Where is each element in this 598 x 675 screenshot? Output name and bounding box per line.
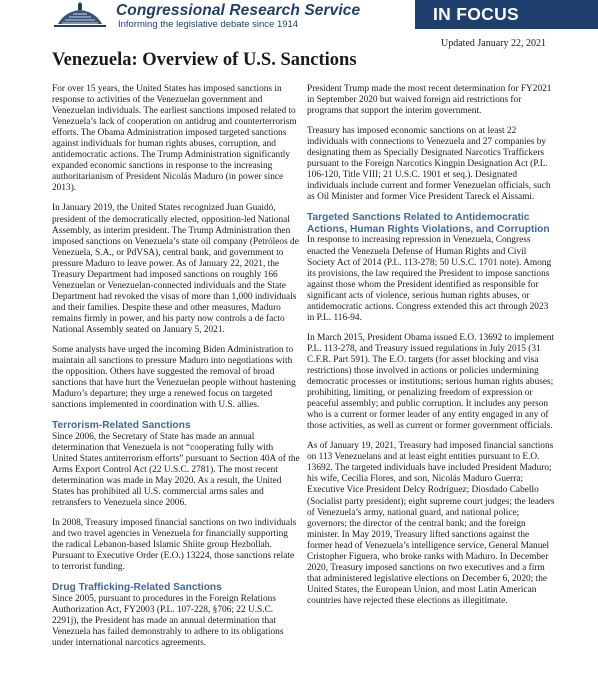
biden-paragraph: Some analysts have urged the incoming Biden Administration to maintain all sanctions to pressure Maduro into negotiations with the opposition. Others have suggested the removal of broad sanctions that have hurt the Venezuelan people without hastening Maduro’s departure; they urge a renewed focus on targeted sanctions implemented in coordination with U.S. allies. [52,345,296,411]
designations-paragraph: As of January 19, 2021, Treasury had imposed financial sanctions on 113 Venezuelans and at least eight entities pursuant to E.O. 13692. The targeted individuals have included President Maduro; his wife, Cecilia Flores, and son, Nicolás Maduro Guerra; Executive Vice President Delcy Rodríguez; Diosdado Cabello (Socialist party president); eight supreme court judges; the leaders of Venezuela’s army, national guard, and national police; governors; the director of the central bank; and the foreign minister. In May 2019, Treasury lifted sanctions against the former head of Venezuela’s intelligence service, General Manuel Cristopher Figuera, who broke ranks with Maduro. In December 2020, Treasury imposed sanctions on two executives and a firm that administered legislative elections on December 6, 2020; the United States, the European Union, and most Latin American countries have rejected these elections as illegitimate. [307,441,555,606]
kingpin-paragraph: Treasury has imposed economic sanctions on at least 22 individuals with connections to Venezuela and 27 companies by designating them as Specially Designated Narcotics Traffickers pursuant to the Foreign Narcotics Kingpin Designation Act (P.L. 106-120, Title VIII; 21 U.S.C. 1901 et seq.). Designated individuals include current and former Venezuelan officials, such as Oil Minister and former Vice President Tareck el Aissami. [307,126,551,203]
narcotics-determination-paragraph: Since 2005, pursuant to procedures in the Foreign Relations Authorization Act, FY2003 (P.L. 107-228, §706; 22 U.S.C. 2291j), the President has made an annual determination that Venezuela has failed demonstrably to adhere to its obligations under international narcotics agreements. [52,593,284,649]
organization-tagline: Informing the legislative debate since 1914 [118,19,299,30]
updated-date: Updated January 22, 2021 [441,38,546,49]
organization-name: Congressional Research Service [116,2,361,19]
page-header [0,0,598,32]
drug-section-heading: Drug Trafficking-Related Sanctions [52,582,222,594]
page-title: Venezuela: Overview of U.S. Sanctions [52,50,357,70]
guaido-paragraph: In January 2019, the United States recognized Juan Guaidó, president of the democratically elected, opposition-led National Assembly, as interim president. The Trump Administration then imposed sanctions on Venezuela’s state oil company (Petróleos de Venezuela, S.A., or PdVSA), central bank, and government to pressure Maduro to leave power. As of January 22, 2021, the Treasury Department had imposed sanctions on roughly 166 Venezuelan or Venezuelan-connected individuals and the State Department had revoked the visas of more than 1,000 individuals and their families. Despite these and other measures, Maduro remains firmly in power, and his party now controls a de facto National Assembly seated on January 5, 2021. [52,203,299,335]
arms-export-paragraph: Since 2006, the Secretary of State has made an annual determination that Venezuela is not “cooperating fully with United States antiterrorism efforts” pursuant to Section 40A of the Arms Export Control Act (22 U.S.C. 2781). The most recent determination was made in May 2020. As a result, the United States has prohibited all U.S. commercial arms sales and retransfers to Venezuela since 2006. [52,431,300,509]
terrorism-section-heading: Terrorism-Related Sanctions [52,420,191,432]
in-focus-badge: IN FOCUS [415,0,598,29]
hezbollah-paragraph: In 2008, Treasury imposed financial sanctions on two individuals and two travel agencies in Venezuela for financially supporting the radical Lebanon-based Islamic Shiite group Hezbollah. Pursuant to Executive Order (E.O.) 13224, those sanctions relate to terrorist funding. [52,518,297,573]
targeted-section-heading: Targeted Sanctions Related to Antidemocratic Actions, Human Rights Violations, and Corruption [307,212,550,235]
fy2021-determination-paragraph: President Trump made the most recent determination for FY2021 in September 2020 but waived foreign aid restrictions for programs that support the interim government. [307,84,552,117]
eo-13692-paragraph: In March 2015, President Obama issued E.O. 13692 to implement P.L. 113-278, and Treasury issued regulations in July 2015 (31 C.F.R. Part 591). The E.O. targets (for asset blocking and visa restrictions) those involved in actions or policies undermining democratic processes or institutions; serious human rights abuses; prohibiting, limiting, or penalizing freedom of expression or peaceful assembly; and public corruption. It includes any person who is a current or former leader of any entity engaged in any of those activities, as well as current or former government officials. [307,332,555,432]
right-column [307,84,555,616]
civil-society-act-paragraph: In response to increasing repression in Venezuela, Congress enacted the Venezuela Defense of Human Rights and Civil Society Act of 2014 (P.L. 113-278; 50 U.S.C. 1701 note). Among its provisions, the law required the President to impose sanctions against those whom the President identified as responsible for significant acts of violence, serious human rights abuses, or antidemocratic actions. Congress extended this act through 2023 in P.L. 116-94. [307,235,552,323]
intro-paragraph: For over 15 years, the United States has imposed sanctions in response to activities of the Venezuelan government and Venezuelan individuals. The earliest sanctions imposed related to Venezuela’s lack of cooperation on antidrug and counterterrorism efforts. The Obama Administration imposed targeted sanctions against individuals for human rights abuses, corruption, and antidemocratic actions. The Trump Administration significantly expanded economic sanctions in response to the increasing authoritarianism of President Nicolás Maduro (in power since 2013). [52,84,297,194]
capitol-dome-logo-icon [52,2,108,28]
left-column [52,84,300,658]
